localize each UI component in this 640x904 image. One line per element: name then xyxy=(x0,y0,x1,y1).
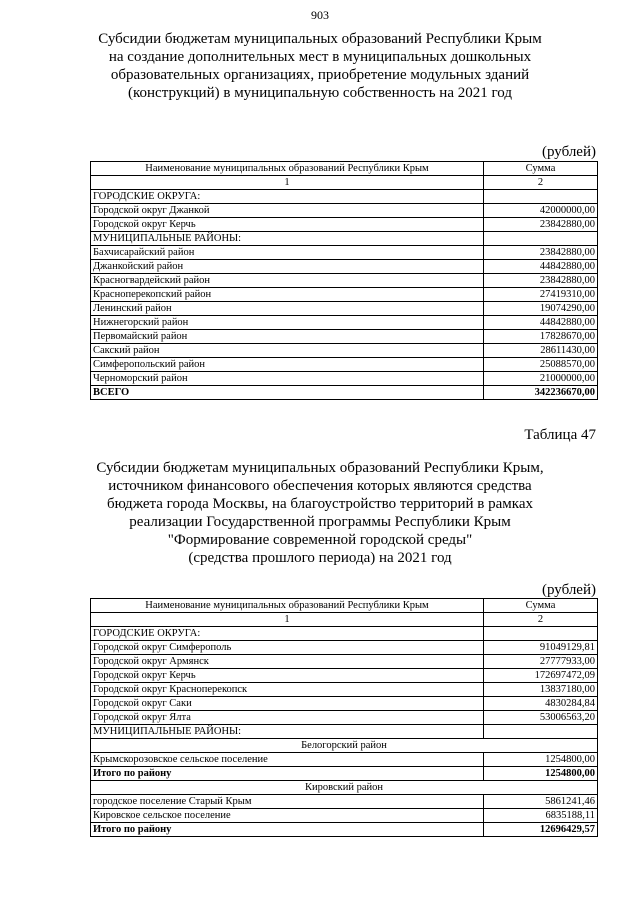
header-row xyxy=(91,599,598,613)
row-amount: 23842880,00 xyxy=(484,246,598,260)
row-amount: 53006563,20 xyxy=(484,711,598,725)
column-header-amount: Сумма xyxy=(484,599,598,613)
row-amount: 28611430,00 xyxy=(484,344,598,358)
row-name: ГОРОДСКИЕ ОКРУГА: xyxy=(91,190,484,204)
table-row xyxy=(91,358,598,372)
column-number: 2 xyxy=(484,613,598,627)
table-47-label: Таблица 47 xyxy=(524,427,596,443)
table-row xyxy=(91,641,598,655)
title-line: Субсидии бюджетам муниципальных образований Республики Крым, xyxy=(96,460,544,476)
row-name: Городской округ Красноперекопск xyxy=(91,683,484,697)
row-name: Городской округ Керчь xyxy=(91,218,484,232)
table-row xyxy=(91,288,598,302)
table-1-title xyxy=(60,30,580,102)
row-name: Красноперекопский район xyxy=(91,288,484,302)
column-number-row xyxy=(91,176,598,190)
row-name: Городской округ Саки xyxy=(91,697,484,711)
group-row xyxy=(91,190,598,204)
table-row xyxy=(91,697,598,711)
row-name: Ленинский район xyxy=(91,302,484,316)
row-name: Кировское сельское поселение xyxy=(91,809,484,823)
group-row xyxy=(91,725,598,739)
units-label: (рублей) xyxy=(541,144,596,160)
row-amount: 23842880,00 xyxy=(484,274,598,288)
table-row xyxy=(91,753,598,767)
row-name: Красногвардейский район xyxy=(91,274,484,288)
row-name: Крымскорозовское сельское поселение xyxy=(91,753,484,767)
row-amount: 1254800,00 xyxy=(484,753,598,767)
row-amount: 5861241,46 xyxy=(484,795,598,809)
row-name: МУНИЦИПАЛЬНЫЕ РАЙОНЫ: xyxy=(91,725,484,739)
column-header-name: Наименование муниципальных образований Республики Крым xyxy=(91,162,484,176)
title-line: "Формирование современной городской среды" xyxy=(167,532,473,548)
column-number: 2 xyxy=(484,176,598,190)
row-amount: 4830284,84 xyxy=(484,697,598,711)
row-amount: 19074290,00 xyxy=(484,302,598,316)
row-amount xyxy=(484,725,598,739)
table-row xyxy=(91,683,598,697)
page-number: 903 xyxy=(311,8,329,22)
title-line: (средства прошлого периода) на 2021 год xyxy=(188,550,452,566)
total-row xyxy=(91,823,598,837)
district-name: Белогорский район xyxy=(91,739,598,753)
row-amount: 1254800,00 xyxy=(484,767,598,781)
row-amount: 91049129,81 xyxy=(484,641,598,655)
row-name: Джанкойский район xyxy=(91,260,484,274)
table-row xyxy=(91,204,598,218)
row-name: Городской округ Армянск xyxy=(91,655,484,669)
title-line: Субсидии бюджетам муниципальных образований Республики Крым xyxy=(98,31,542,47)
group-row xyxy=(91,232,598,246)
row-amount: 42000000,00 xyxy=(484,204,598,218)
row-name: Первомайский район xyxy=(91,330,484,344)
column-number: 1 xyxy=(91,613,484,627)
total-row xyxy=(91,767,598,781)
row-name: городское поселение Старый Крым xyxy=(91,795,484,809)
header-row xyxy=(91,162,598,176)
row-name: Городской округ Симферополь xyxy=(91,641,484,655)
row-amount: 44842880,00 xyxy=(484,260,598,274)
group-row xyxy=(91,627,598,641)
subsidy-table-1 xyxy=(90,161,598,400)
district-subheader-row xyxy=(91,781,598,795)
column-header-amount: Сумма xyxy=(484,162,598,176)
row-name: Симферопольский район xyxy=(91,358,484,372)
row-amount: 342236670,00 xyxy=(484,386,598,400)
table-row xyxy=(91,711,598,725)
row-name: Городской округ Джанкой xyxy=(91,204,484,218)
row-amount xyxy=(484,232,598,246)
table-row xyxy=(91,260,598,274)
row-amount xyxy=(484,190,598,204)
row-amount: 27419310,00 xyxy=(484,288,598,302)
row-amount xyxy=(484,627,598,641)
district-name: Кировский район xyxy=(91,781,598,795)
table-row xyxy=(91,218,598,232)
row-amount: 25088570,00 xyxy=(484,358,598,372)
title-line: (конструкций) в муниципальную собственность на 2021 год xyxy=(128,85,512,101)
table-row xyxy=(91,330,598,344)
table-row xyxy=(91,809,598,823)
row-amount: 44842880,00 xyxy=(484,316,598,330)
table-row xyxy=(91,795,598,809)
column-header-name: Наименование муниципальных образований Республики Крым xyxy=(91,599,484,613)
row-amount: 23842880,00 xyxy=(484,218,598,232)
table-47-title xyxy=(60,459,580,567)
title-line: реализации Государственной программы Республики Крым xyxy=(129,514,511,530)
table-row xyxy=(91,372,598,386)
units-label: (рублей) xyxy=(541,582,596,598)
row-amount: 12696429,57 xyxy=(484,823,598,837)
row-name: Нижнегорский район xyxy=(91,316,484,330)
title-line: бюджета города Москвы, на благоустройство территорий в рамках xyxy=(106,496,534,512)
row-name: Городской округ Керчь xyxy=(91,669,484,683)
row-name: Черноморский район xyxy=(91,372,484,386)
table-row xyxy=(91,669,598,683)
row-name: Бахчисарайский район xyxy=(91,246,484,260)
row-name: Сакский район xyxy=(91,344,484,358)
row-amount: 13837180,00 xyxy=(484,683,598,697)
subsidy-table-47 xyxy=(90,598,598,837)
column-number-row xyxy=(91,613,598,627)
table-row xyxy=(91,344,598,358)
row-name: ВСЕГО xyxy=(91,386,484,400)
table-row xyxy=(91,655,598,669)
table-row xyxy=(91,246,598,260)
row-name: Итого по району xyxy=(91,823,484,837)
row-amount: 172697472,09 xyxy=(484,669,598,683)
table-row xyxy=(91,274,598,288)
column-number: 1 xyxy=(91,176,484,190)
title-line: образовательных организациях, приобретение модульных зданий xyxy=(110,67,530,83)
table-row xyxy=(91,302,598,316)
row-name: Итого по району xyxy=(91,767,484,781)
title-line: на создание дополнительных мест в муниципальных дошкольных xyxy=(108,49,532,65)
row-name: МУНИЦИПАЛЬНЫЕ РАЙОНЫ: xyxy=(91,232,484,246)
row-amount: 17828670,00 xyxy=(484,330,598,344)
row-name: Городской округ Ялта xyxy=(91,711,484,725)
row-amount: 27777933,00 xyxy=(484,655,598,669)
total-row xyxy=(91,386,598,400)
table-row xyxy=(91,316,598,330)
row-amount: 21000000,00 xyxy=(484,372,598,386)
district-subheader-row xyxy=(91,739,598,753)
row-name: ГОРОДСКИЕ ОКРУГА: xyxy=(91,627,484,641)
title-line: источником финансового обеспечения которых являются средства xyxy=(108,478,532,494)
row-amount: 6835188,11 xyxy=(484,809,598,823)
